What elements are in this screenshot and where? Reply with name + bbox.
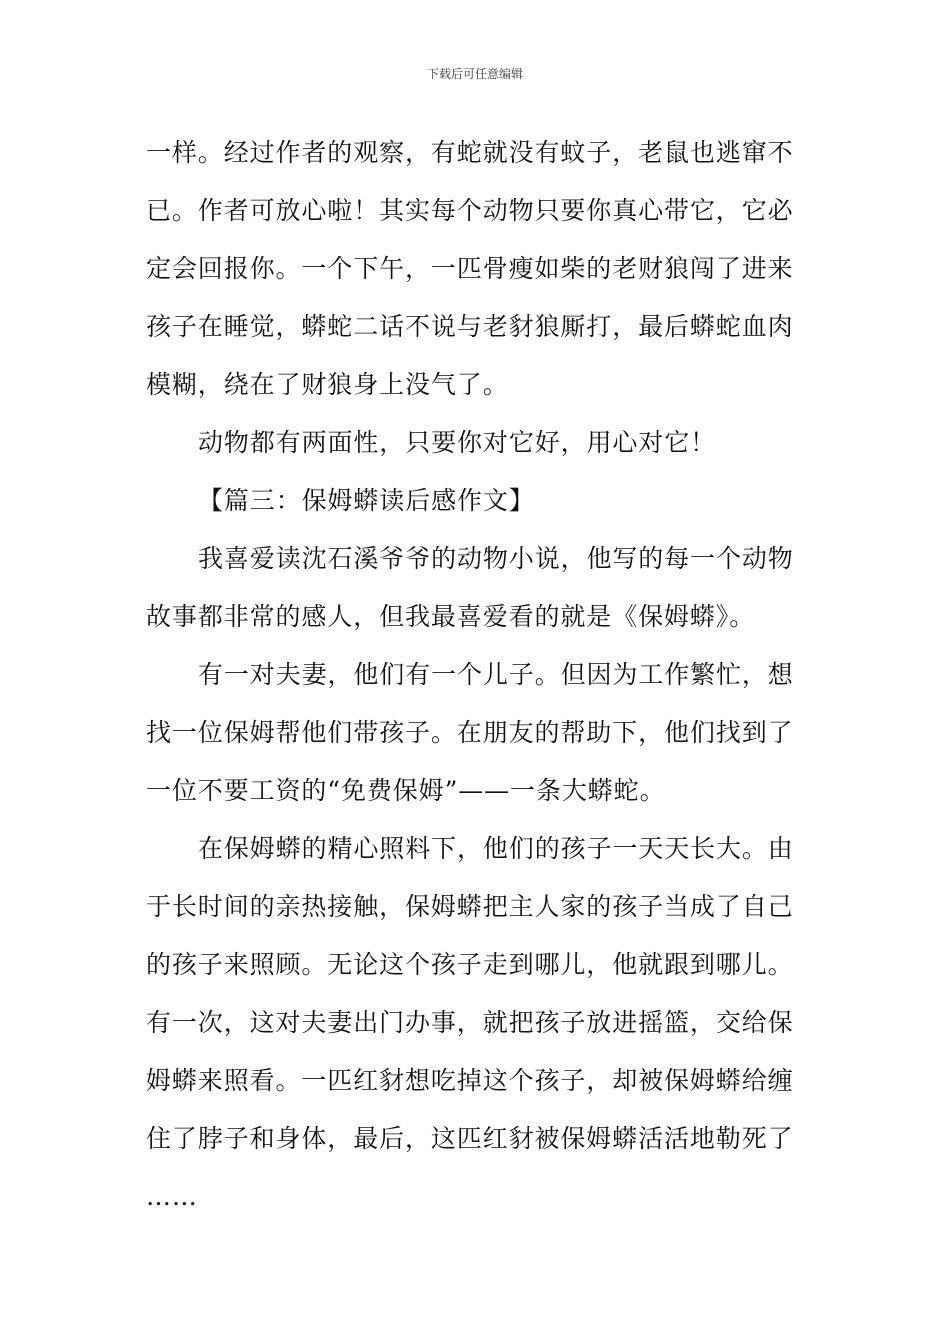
text-line: 姆蟒来照看。一匹红豺想吃掉这个孩子，却被保姆蟒给缠 bbox=[146, 1066, 794, 1095]
text-line: 的孩子来照顾。无论这个孩子走到哪儿，他就跟到哪儿。 bbox=[146, 950, 794, 979]
text-line: 模糊，绕在了财狼身上没气了。 bbox=[146, 370, 509, 399]
text-line: 有一次，这对夫妻出门办事，就把孩子放进摇篮，交给保 bbox=[146, 1008, 794, 1037]
page-header: 下载后可任意编辑 bbox=[426, 67, 523, 81]
text-line: 住了脖子和身体，最后，这匹红豺被保姆蟒活活地勒死了 bbox=[146, 1124, 794, 1153]
text-line: 定会回报你。一个下午，一匹骨瘦如柴的老财狼闯了进来 bbox=[146, 254, 794, 283]
paragraph-line: 我喜爱读沈石溪爷爷的动物小说，他写的每一个动物 bbox=[198, 544, 794, 573]
text-line: 孩子在睡觉，蟒蛇二话不说与老豺狼厮打，最后蟒蛇血肉 bbox=[146, 312, 794, 341]
ellipsis-line: …… bbox=[146, 1182, 198, 1211]
paragraph-line: 在保姆蟒的精心照料下，他们的孩子一天天长大。由 bbox=[198, 834, 794, 863]
text-line: 找一位保姆帮他们带孩子。在朋友的帮助下，他们找到了 bbox=[146, 718, 794, 747]
paragraph-line: 动物都有两面性，只要你对它好，用心对它！ bbox=[198, 428, 717, 457]
text-line: 于长时间的亲热接触，保姆蟒把主人家的孩子当成了自己 bbox=[146, 892, 794, 921]
text-line: 已。作者可放心啦！其实每个动物只要你真心带它，它必 bbox=[146, 196, 794, 225]
document-body bbox=[146, 124, 806, 1226]
text-line: 故事都非常的感人，但我最喜爱看的就是《保姆蟒》。 bbox=[146, 602, 756, 631]
text-line: 一样。经过作者的观察，有蛇就没有蚊子，老鼠也逃窜不 bbox=[146, 138, 794, 167]
paragraph-line: 有一对夫妻，他们有一个儿子。但因为工作繁忙，想 bbox=[198, 660, 794, 689]
text-line: 一位不要工资的“免费保姆”——一条大蟒蛇。 bbox=[146, 776, 666, 805]
section-heading: 【篇三：保姆蟒读后感作文】 bbox=[198, 486, 535, 515]
